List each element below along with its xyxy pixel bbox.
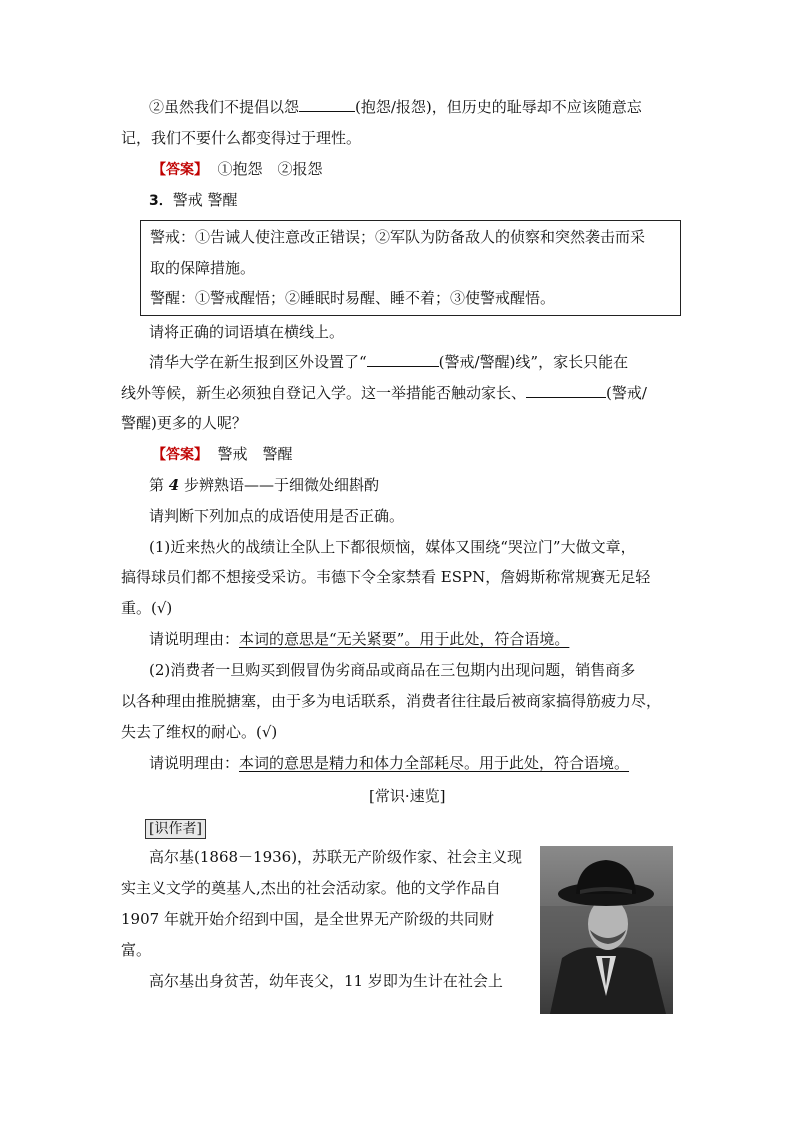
question-1-line-2: 搞得球员们都不想接受采访。韦德下令全家禁看 ESPN，詹姆斯称常规赛无足轻: [121, 568, 651, 586]
answer-label: 【答案】: [152, 447, 208, 463]
section-heading: [常识·速览]: [369, 787, 446, 805]
bio-line-5: 高尔基出身贫苦，幼年丧父，11 岁即为生计在社会上: [149, 972, 503, 990]
fill-blank: [367, 352, 439, 367]
question-1-reason: 请说明理由：本词的意思是“无关紧要”。用于此处，符合语境。: [149, 630, 570, 648]
definition-jingjie: 警戒：①告诫人使注意改正错误；②军队为防备敌人的侦察和突然袭击而采: [150, 228, 646, 246]
definition-jingjie-cont: 取的保障措施。: [150, 259, 256, 277]
judge-instruction: 请判断下列加点的成语使用是否正确。: [149, 507, 405, 525]
question-2-line-3: 失去了维权的耐心。(√): [121, 723, 278, 741]
example-sentence-2-cont: 记，我们不要什么都变得过于理性。: [121, 129, 362, 147]
fill-sentence-line-2: 线外等候，新生必须独自登记入学。这一举措能否触动家长、 (警戒/: [121, 384, 647, 402]
step-4-heading: 第 4 步辨熟语——于细微处细斟酌: [149, 476, 379, 494]
fill-blank: [526, 383, 606, 398]
bio-line-3: 1907 年就开始介绍到中国，是全世界无产阶级的共同财: [121, 910, 494, 928]
portrait-illustration: [540, 846, 673, 1014]
instruction: 请将正确的词语填在横线上。: [149, 323, 345, 341]
reason-text: 本词的意思是精力和体力全部耗尽。用于此处，符合语境。: [239, 754, 630, 772]
author-tag: [识作者]: [145, 819, 206, 839]
question-2-line-2: 以各种理由推脱搪塞，由于多为电话联系，消费者往往最后被商家搞得筋疲力尽，: [121, 692, 662, 710]
bio-line-1: 高尔基(1868－1936)，苏联无产阶级作家、社会主义现: [149, 848, 523, 866]
fill-sentence-line-3: 警醒)更多的人呢？: [121, 414, 247, 432]
example-sentence-2: ②虽然我们不提倡以怨 (抱怨/报怨)，但历史的耻辱却不应该随意忘: [149, 98, 642, 116]
fill-blank: [299, 97, 355, 112]
answer-text: ①抱怨 ②报怨: [217, 160, 323, 178]
definition-jingxing: 警醒：①警戒醒悟；②睡眠时易醒、睡不着；③使警戒醒悟。: [150, 289, 556, 307]
answer-1: [152, 159, 323, 180]
question-1-line-1: (1)近来热火的战绩让全队上下都很烦恼，媒体又围绕“哭泣门”大做文章，: [149, 538, 636, 556]
question-1-line-3: 重。(√): [121, 599, 173, 617]
answer-text: 警戒 警醒: [217, 445, 293, 463]
question-2-reason: 请说明理由：本词的意思是精力和体力全部耗尽。用于此处，符合语境。: [149, 754, 630, 772]
author-portrait-photo: [540, 846, 673, 1014]
reason-text: 本词的意思是“无关紧要”。用于此处，符合语境。: [239, 630, 570, 648]
item-3-heading: 3．警戒 警醒: [149, 191, 238, 209]
answer-2: [152, 444, 293, 465]
fill-sentence-line-1: 清华大学在新生报到区外设置了“ (警戒/警醒)线”，家长只能在: [149, 353, 629, 371]
bio-line-4: 富。: [121, 941, 152, 959]
question-2-line-1: (2)消费者一旦购买到假冒伪劣商品或商品在三包期内出现问题，销售商多: [149, 661, 636, 679]
answer-label: 【答案】: [152, 162, 208, 178]
bio-line-2: 实主义文学的奠基人,杰出的社会活动家。他的文学作品自: [121, 879, 501, 897]
